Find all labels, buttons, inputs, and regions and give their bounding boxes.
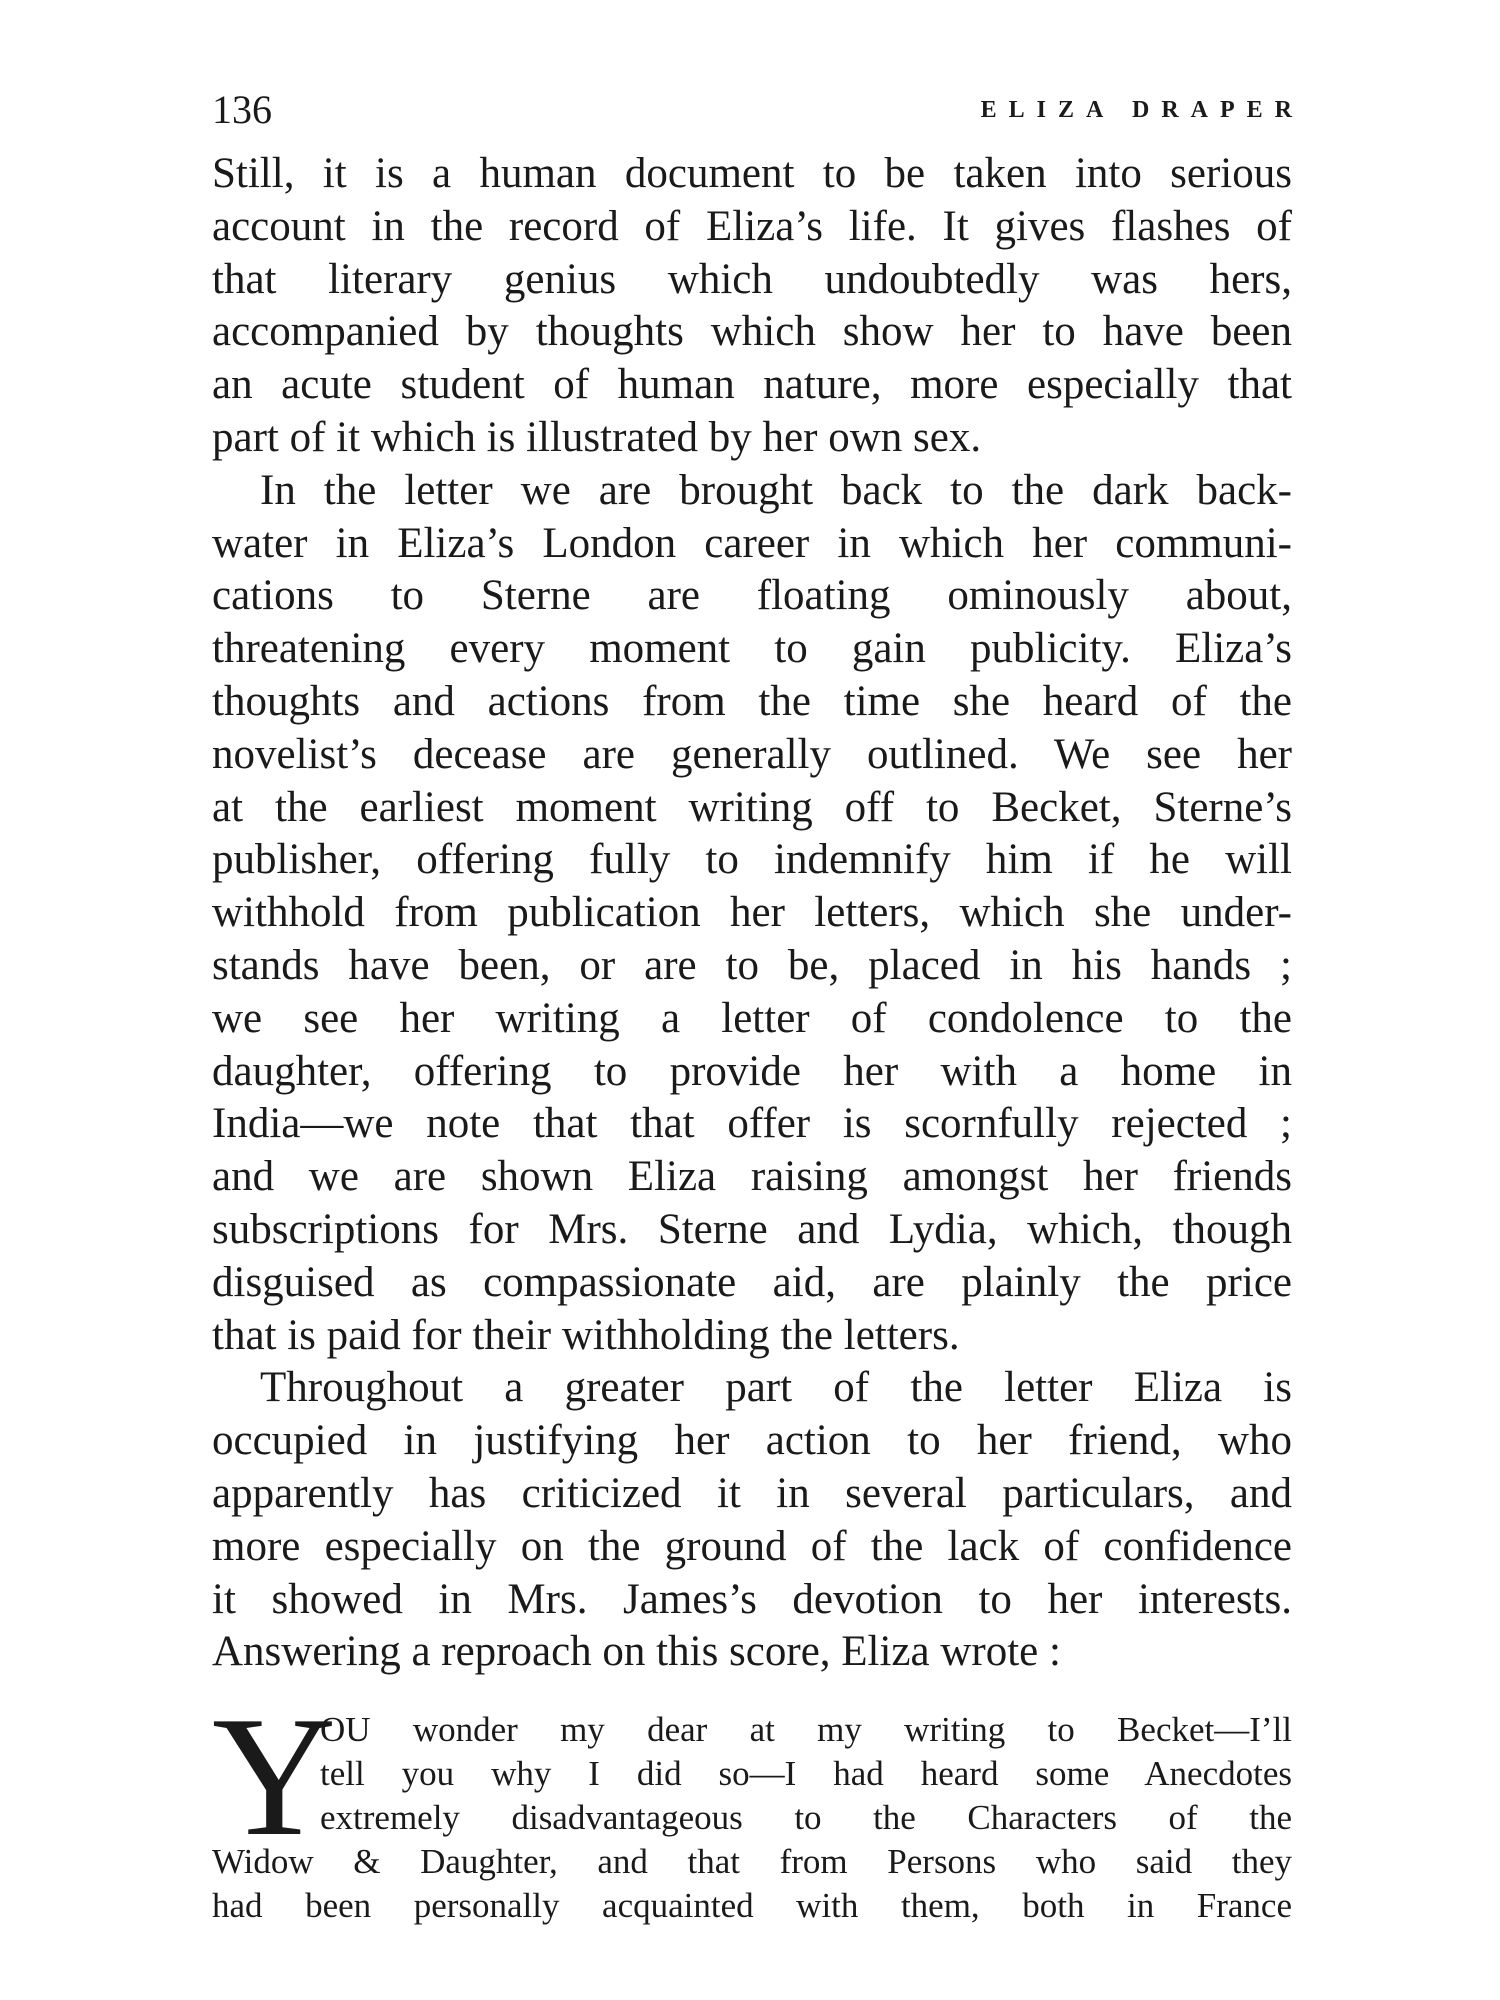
quote-line: extremely disadvantageous to the Characters of the bbox=[320, 1798, 1292, 1837]
text-line: withhold from publication her letters, which she under- bbox=[212, 889, 1292, 937]
text-line: threatening every moment to gain publicity. Eliza’s bbox=[212, 625, 1292, 673]
text-line: that literary genius which undoubtedly was hers, bbox=[212, 255, 1292, 303]
text-line: accompanied by thoughts which show her to have been bbox=[212, 308, 1292, 356]
text-line: at the earliest moment writing off to Becket, Sterne’s bbox=[212, 783, 1292, 831]
running-title: ELIZA DRAPER bbox=[980, 97, 1304, 123]
text-line: occupied in justifying her action to her friend, who bbox=[212, 1417, 1292, 1465]
text-line: Still, it is a human document to be taken into serious bbox=[212, 150, 1292, 197]
text-line: it showed in Mrs. James’s devotion to her interests. bbox=[212, 1575, 1292, 1623]
text-line: apparently has criticized it in several particulars, and bbox=[212, 1469, 1292, 1517]
quote-line: Widow & Daughter, and that from Persons who said they bbox=[212, 1842, 1292, 1881]
text-line: India—we note that that offer is scornfully rejected ; bbox=[212, 1100, 1292, 1148]
running-head bbox=[212, 80, 1304, 140]
text-line: daughter, offering to provide her with a home in bbox=[212, 1047, 1292, 1095]
text-line: part of it which is illustrated by her own sex. bbox=[212, 413, 982, 461]
text-line: thoughts and actions from the time she heard of the bbox=[212, 677, 1292, 725]
text-line: disguised as compassionate aid, are plainly the price bbox=[212, 1258, 1292, 1306]
text-line: water in Eliza’s London career in which her communi- bbox=[212, 519, 1292, 567]
body-text bbox=[212, 148, 1292, 1679]
text-line: novelist’s decease are generally outlined. We see her bbox=[212, 730, 1292, 778]
text-line: and we are shown Eliza raising amongst her friends bbox=[212, 1153, 1292, 1201]
text-line: publisher, offering fully to indemnify him if he will bbox=[212, 836, 1292, 884]
text-line: Answering a reproach on this score, Eliza wrote : bbox=[212, 1628, 1061, 1676]
text-line: we see her writing a letter of condolence to the bbox=[212, 994, 1292, 1042]
quoted-letter bbox=[212, 1682, 1292, 1948]
text-line: more especially on the ground of the lack of confidence bbox=[212, 1522, 1292, 1570]
text-line: that is paid for their withholding the letters. bbox=[212, 1311, 960, 1359]
text-line: subscriptions for Mrs. Sterne and Lydia, which, though bbox=[212, 1205, 1292, 1253]
quote-line: had been personally acquainted with them, both in France bbox=[212, 1886, 1292, 1925]
quote-line: tell you why I did so—I had heard some Anecdotes bbox=[320, 1754, 1292, 1793]
drop-cap: Y bbox=[212, 1682, 337, 1872]
page-number: 136 bbox=[212, 87, 272, 132]
text-line: In the letter we are brought back to the dark back- bbox=[260, 466, 1292, 514]
text-line: account in the record of Eliza’s life. It gives flashes of bbox=[212, 202, 1292, 250]
text-line: Throughout a greater part of the letter Eliza is bbox=[260, 1364, 1292, 1412]
quote-line: OU wonder my dear at my writing to Becket—I’ll bbox=[320, 1710, 1292, 1749]
text-line: stands have been, or are to be, placed in his hands ; bbox=[212, 941, 1292, 989]
text-line: cations to Sterne are floating ominously about, bbox=[212, 572, 1292, 620]
text-line: an acute student of human nature, more especially that bbox=[212, 361, 1292, 409]
